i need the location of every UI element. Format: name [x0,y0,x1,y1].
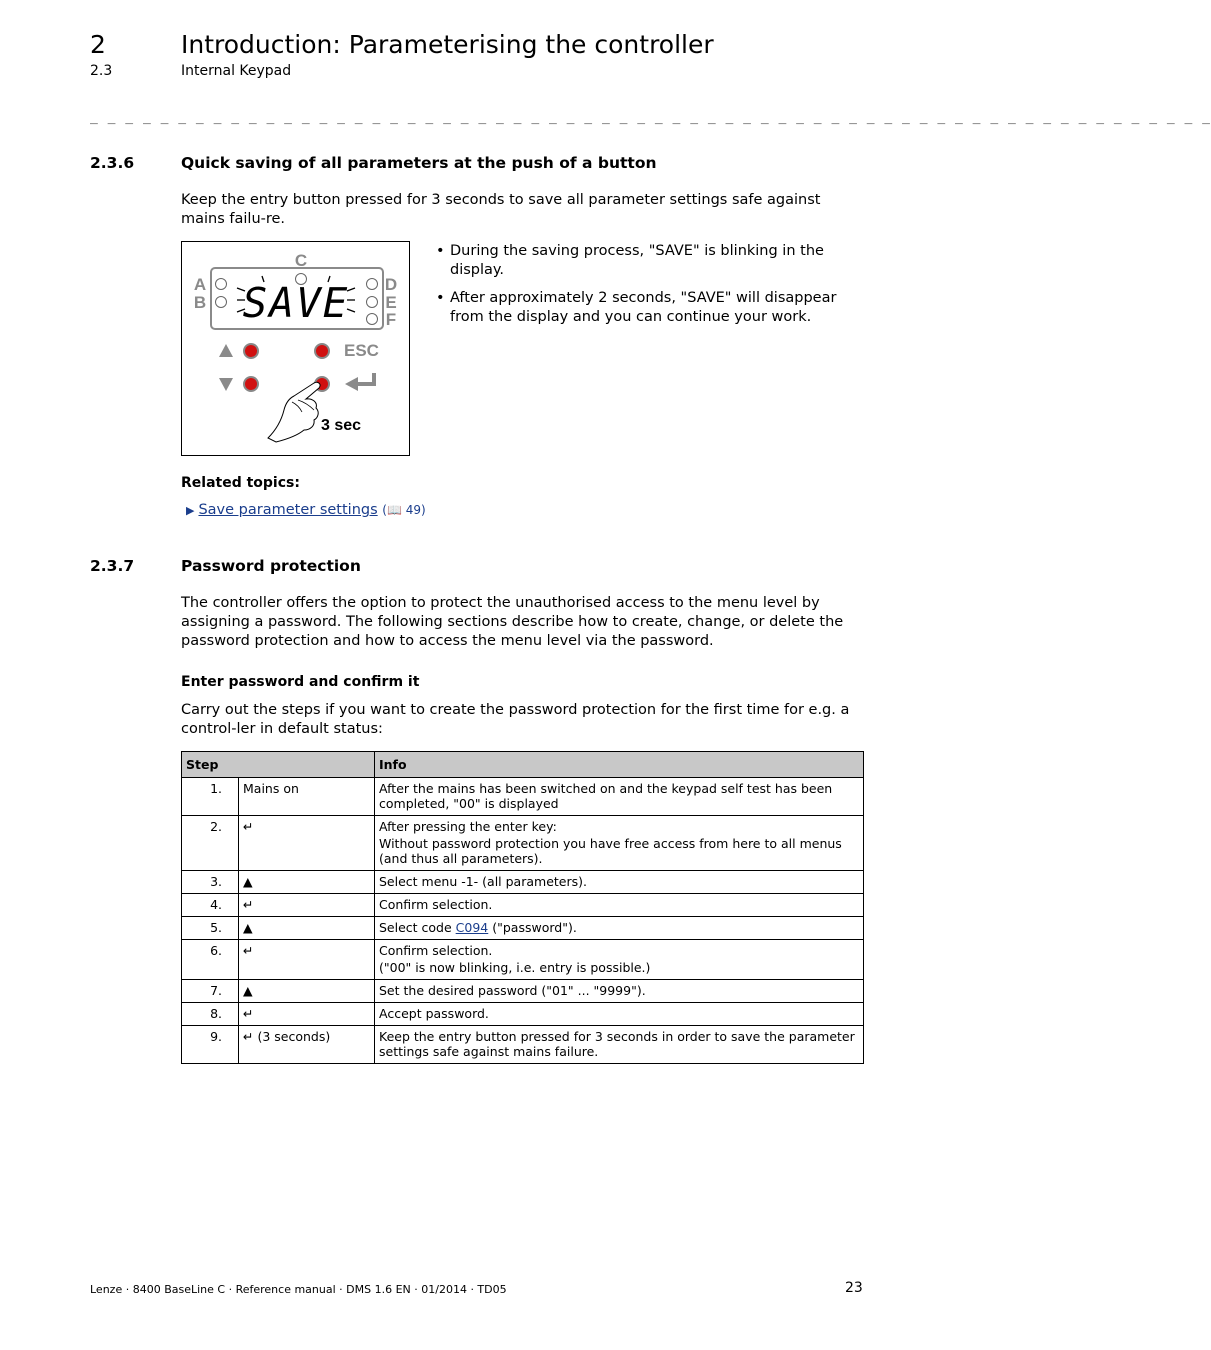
heading-237-title: Password protection [181,557,361,575]
status-dot-d [367,279,378,290]
step-action: ↵ [239,940,375,980]
header-separator: _ _ _ _ _ _ _ _ _ _ _ _ _ _ _ _ _ _ _ _ _ _ _ _ _ _ _ _ _ _ _ _ _ _ _ _ _ _ _ _ _ _ _ _ _ _ _ _ _ _ _ _ _ _ _ _ _ _ _ _ _ _ _ _ [90,110,1211,125]
section-237-intro: The controller offers the option to protect the unauthorised access to the menu level by assigning a password. The following sections describe how to create, change, or delete the password protection and how to access the menu level via the password. [181,595,844,649]
page-reference[interactable]: (📖 49) [382,503,426,517]
table-row [182,1026,864,1064]
step-number: 8. [182,1003,239,1026]
step-info: After pressing the enter key: Without password protection you have free access from here to all menus (and thus all parameters). [375,816,864,871]
chapter-number: 2 [90,30,106,59]
step-action: ▲ [239,980,375,1003]
step-number: 6. [182,940,239,980]
step-info: Select code C094 ("password"). [375,917,864,940]
hand-icon [268,382,320,442]
step-number: 2. [182,816,239,871]
step-action: ↵ [239,1003,375,1026]
footer-document-info: Lenze · 8400 BaseLine C · Reference manual · DMS 1.6 EN · 01/2014 · TD05 [90,1283,507,1296]
step-action: ↵ [239,816,375,871]
status-dot-a [216,279,227,290]
step-number: 5. [182,917,239,940]
down-arrow-icon [219,378,233,391]
steps-intro: Carry out the steps if you want to create the password protection for the first time for e.g. a control-ler in default status: [181,702,850,737]
header-info: Info [375,752,864,778]
step-info: After the mains has been switched on and the keypad self test has been completed, "00" is displayed [375,778,864,816]
table-row [182,1003,864,1026]
keypad-illustration [182,242,409,455]
heading-237-number: 2.3.7 [90,557,135,575]
step-number: 9. [182,1026,239,1064]
step-action: ↵ [239,894,375,917]
book-icon: 📖 [386,503,402,517]
status-dot-f [367,314,378,325]
status-dot-b [216,297,227,308]
step-info: Confirm selection. ("00" is now blinking, i.e. entry is possible.) [375,940,864,980]
up-arrow-icon [219,344,233,357]
list-item: • During the saving process, "SAVE" is blinking in the display. [436,242,866,280]
step-number: 7. [182,980,239,1003]
label-b: B [193,293,207,312]
step-number: 1. [182,778,239,816]
table-row [182,980,864,1003]
step-info: Confirm selection. [375,894,864,917]
subheading-enter-password: Enter password and confirm it [181,674,420,690]
label-a: A [193,275,207,294]
enter-arrow-icon [345,373,376,391]
label-f: F [385,310,397,329]
related-topics-label: Related topics: [181,475,300,491]
esc-label: ESC [344,341,379,360]
heading-236-title: Quick saving of all parameters at the push of a button [181,154,657,172]
section-title: Internal Keypad [181,63,292,79]
triangle-right-icon: ▶ [186,504,195,517]
status-dot-e [367,297,378,308]
list-item: • After approximately 2 seconds, "SAVE" will disappear from the display and you can continue your work. [436,289,866,327]
section-number: 2.3 [90,63,113,79]
esc-button-led [315,344,329,358]
down-button-led [244,377,258,391]
heading-236-number: 2.3.6 [90,154,135,172]
chapter-title: Introduction: Parameterising the controller [181,30,714,59]
code-c094-link[interactable]: C094 [455,920,489,935]
table-row [182,778,864,816]
password-steps-table [181,751,864,1064]
table-row [182,816,864,871]
related-topics-item [186,502,426,518]
step-number: 3. [182,871,239,894]
step-action: ↵ (3 seconds) [239,1026,375,1064]
page-number: 23 [845,1280,863,1296]
step-action: Mains on [239,778,375,816]
step-info: Keep the entry button pressed for 3 seconds in order to save the parameter settings safe against mains failure. [375,1026,864,1064]
step-info: Accept password. [375,1003,864,1026]
header-step: Step [182,752,375,778]
display-save-text: SAVE [242,279,350,327]
step-action: ▲ [239,917,375,940]
table-header-row [182,752,864,778]
duration-label: 3 sec [321,417,362,434]
step-info: Set the desired password ("01" ... "9999"). [375,980,864,1003]
step-number: 4. [182,894,239,917]
step-action: ▲ [239,871,375,894]
saving-notes-list [436,242,866,336]
table-row [182,871,864,894]
step-info: Select menu -1- (all parameters). [375,871,864,894]
section-236-intro: Keep the entry button pressed for 3 seconds to save all parameter settings safe against mains failu-re. [181,192,821,227]
label-c: C [294,251,308,270]
save-parameter-settings-link[interactable]: Save parameter settings [198,502,378,518]
label-e: E [385,293,397,312]
table-row [182,917,864,940]
keypad-figure [181,241,410,456]
up-button-led [244,344,258,358]
label-d: D [384,275,398,294]
table-row [182,894,864,917]
table-row [182,940,864,980]
